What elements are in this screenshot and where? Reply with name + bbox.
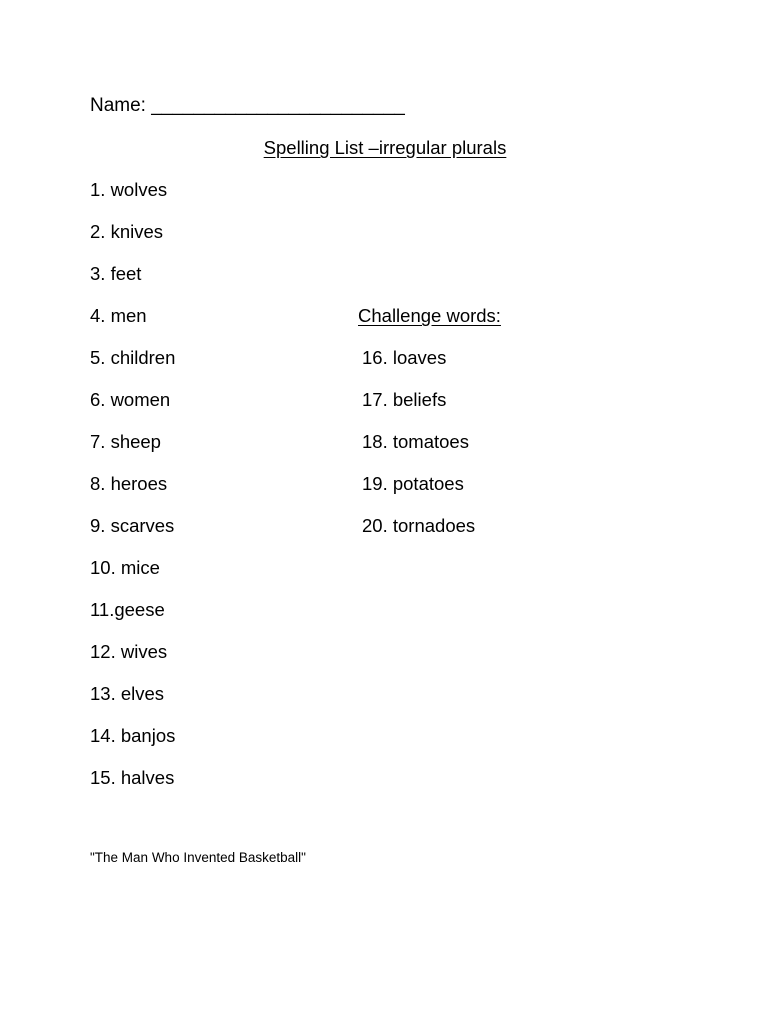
list-item: 17. beliefs [362, 389, 447, 410]
list-item: 16. loaves [362, 347, 447, 368]
page-title-text: Spelling List –irregular plurals [263, 137, 507, 158]
list-item: 9. scarves [90, 515, 175, 536]
list-item: 14. banjos [90, 725, 176, 746]
list-item: 5. children [90, 347, 176, 368]
list-item: 12. wives [90, 641, 168, 662]
list-item: 8. heroes [90, 473, 168, 494]
list-item: 18. tomatoes [362, 431, 469, 452]
list-item: 7. sheep [90, 431, 161, 452]
list-item: 6. women [90, 389, 171, 410]
list-item: 2. knives [90, 221, 164, 242]
page-title [0, 136, 770, 160]
list-item: 10. mice [90, 557, 160, 578]
story-title-note: "The Man Who Invented Basketball" [90, 850, 306, 865]
name-field-label: Name: ________________________ [90, 95, 405, 116]
list-item: 20. tornadoes [362, 515, 476, 536]
challenge-words-heading: Challenge words: [358, 305, 501, 326]
list-item: 4. men [90, 305, 147, 326]
list-item: 19. potatoes [362, 473, 464, 494]
list-item: 1. wolves [90, 179, 168, 200]
spelling-word-list [90, 178, 175, 808]
list-item: 15. halves [90, 767, 175, 788]
list-item: 11.geese [90, 599, 165, 620]
list-item: 3. feet [90, 263, 142, 284]
list-item: 13. elves [90, 683, 165, 704]
challenge-word-list [362, 346, 475, 556]
